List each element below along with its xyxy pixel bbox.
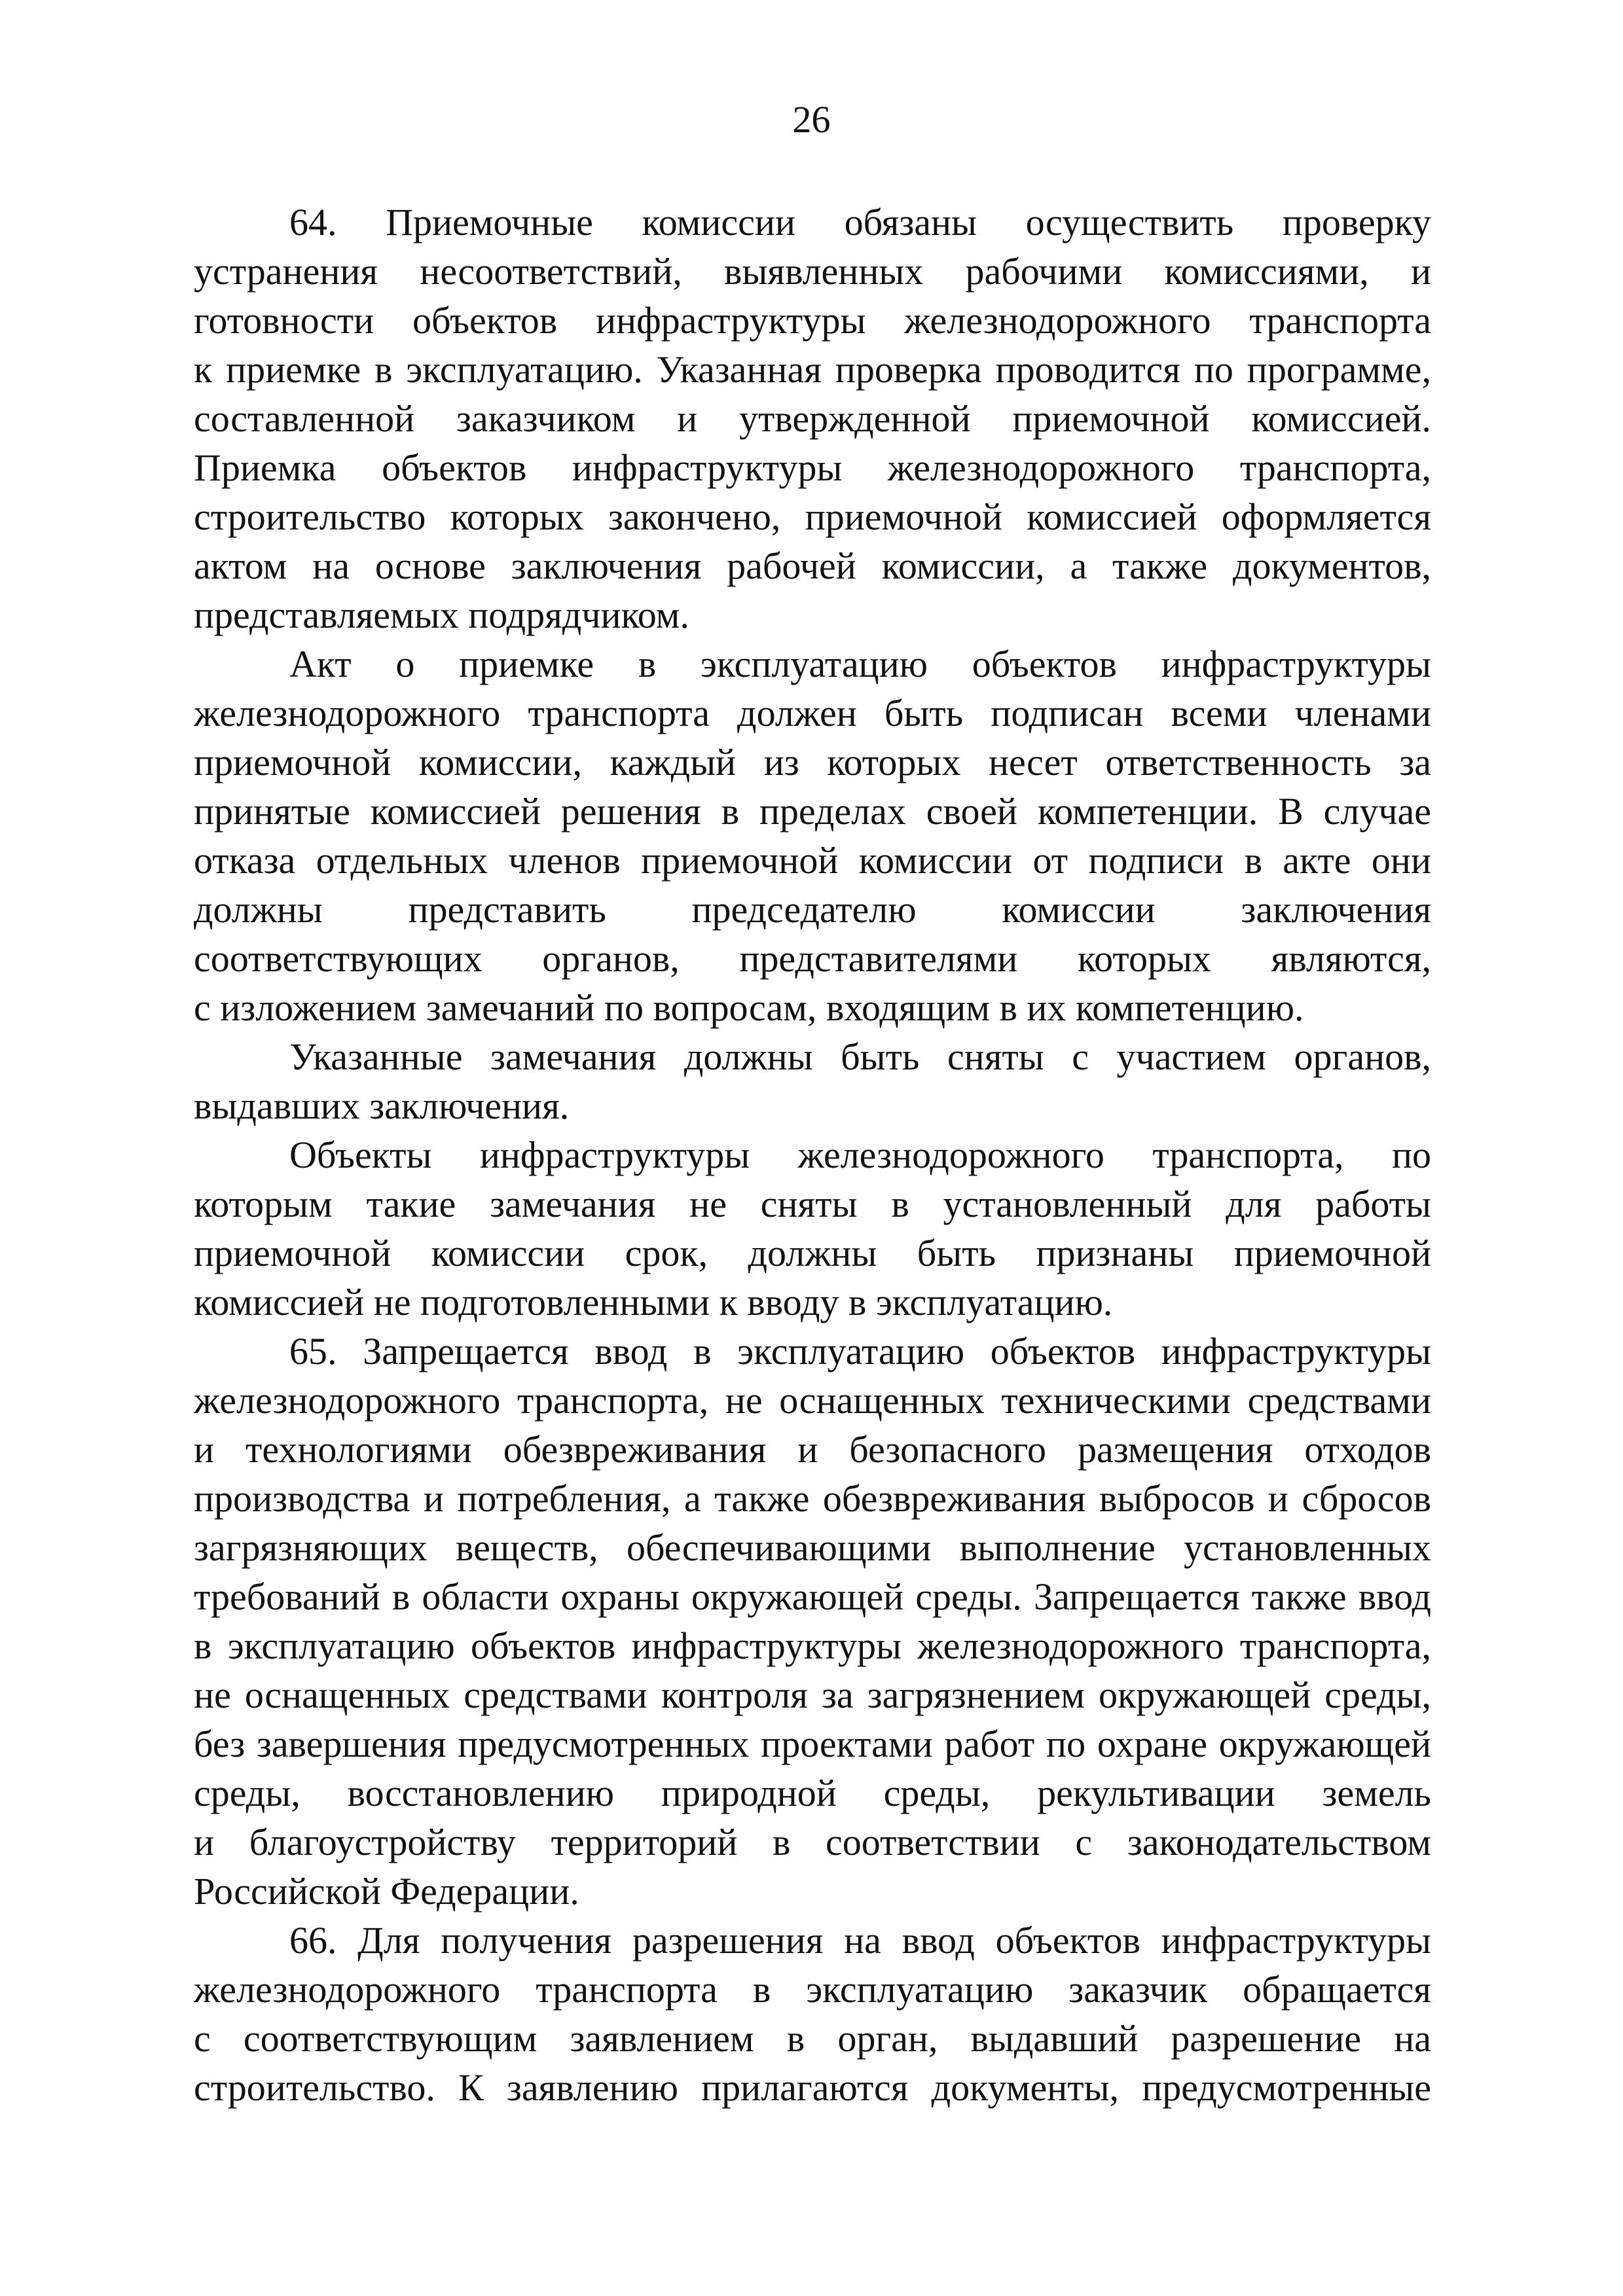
paragraph-65-line: Российской Федерации. xyxy=(194,1870,579,1912)
paragraph-65-line: и благоустройству территорий в соответствии с законодательством xyxy=(194,1821,1431,1863)
paragraph-act-line: принятые комиссией решения в пределах своей компетенции. В случае xyxy=(194,790,1431,833)
paragraph-64-line: строительство которых закончено, приемочной комиссией оформляется xyxy=(194,495,1431,538)
paragraph-act-line: приемочной комиссии, каждый из которых несет ответственность за xyxy=(194,741,1431,783)
paragraph-objects-line: Объекты инфраструктуры железнодорожного транспорта, по xyxy=(289,1134,1431,1176)
paragraph-66-line: 66. Для получения разрешения на ввод объектов инфраструктуры xyxy=(289,1919,1431,1962)
paragraph-act-line: с изложением замечаний по вопросам, входящим в их компетенцию. xyxy=(194,986,1304,1029)
paragraph-objects-line: приемочной комиссии срок, должны быть признаны приемочной xyxy=(194,1232,1431,1274)
paragraph-64-line: 64. Приемочные комиссии обязаны осуществить проверку xyxy=(289,201,1431,243)
paragraph-65-line: загрязняющих веществ, обеспечивающими выполнение установленных xyxy=(194,1526,1431,1569)
paragraph-objects-line: комиссией не подготовленными к вводу в эксплуатацию. xyxy=(194,1281,1113,1323)
paragraph-65-line: производства и потребления, а также обезвреживания выбросов и сбросов xyxy=(194,1477,1431,1520)
paragraph-65-line: среды, восстановлению природной среды, рекультивации земель xyxy=(194,1772,1431,1814)
paragraph-act-line: Акт о приемке в эксплуатацию объектов инфраструктуры xyxy=(289,643,1431,685)
paragraph-64-line: актом на основе заключения рабочей комиссии, а также документов, xyxy=(194,545,1431,587)
paragraph-65-line: без завершения предусмотренных проектами работ по охране окружающей xyxy=(194,1723,1431,1765)
paragraph-64-line: к приемке в эксплуатацию. Указанная проверка проводится по программе, xyxy=(194,348,1431,391)
paragraph-act-line: должны представить председателю комиссии заключения xyxy=(194,888,1431,931)
paragraph-act-line: отказа отдельных членов приемочной комиссии от подписи в акте они xyxy=(194,839,1431,882)
paragraph-remarks-line: выдавших заключения. xyxy=(194,1085,570,1127)
paragraph-66-line: строительство. К заявлению прилагаются документы, предусмотренные xyxy=(194,2066,1431,2109)
paragraph-65-line: железнодорожного транспорта, не оснащенных техническими средствами xyxy=(194,1379,1431,1422)
paragraph-64-line: готовности объектов инфраструктуры железнодорожного транспорта xyxy=(194,299,1431,342)
paragraph-act-line: соответствующих органов, представителями которых являются, xyxy=(194,937,1431,980)
paragraph-64-line: устранения несоответствий, выявленных рабочими комиссиями, и xyxy=(194,250,1431,293)
paragraph-65-line: 65. Запрещается ввод в эксплуатацию объектов инфраструктуры xyxy=(289,1330,1431,1372)
paragraph-act-line: железнодорожного транспорта должен быть подписан всеми членами xyxy=(194,692,1431,734)
paragraph-remarks-line: Указанные замечания должны быть сняты с участием органов, xyxy=(289,1035,1431,1078)
paragraph-66-line: железнодорожного транспорта в эксплуатацию заказчик обращается xyxy=(194,1968,1431,2011)
paragraph-64-line: составленной заказчиком и утвержденной приемочной комиссией. xyxy=(194,397,1431,440)
paragraph-66-line: с соответствующим заявлением в орган, выдавший разрешение на xyxy=(194,2017,1431,2060)
paragraph-64-line: представляемых подрядчиком. xyxy=(194,594,689,636)
paragraph-65-line: в эксплуатацию объектов инфраструктуры железнодорожного транспорта, xyxy=(194,1624,1431,1667)
paragraph-64-line: Приемка объектов инфраструктуры железнодорожного транспорта, xyxy=(194,446,1431,489)
paragraph-65-line: и технологиями обезвреживания и безопасного размещения отходов xyxy=(194,1428,1431,1471)
paragraph-objects-line: которым такие замечания не сняты в установленный для работы xyxy=(194,1183,1431,1225)
paragraph-65-line: требований в области охраны окружающей среды. Запрещается также ввод xyxy=(194,1575,1431,1618)
paragraph-65-line: не оснащенных средствами контроля за загрязнением окружающей среды, xyxy=(194,1674,1431,1716)
page-number: 26 xyxy=(792,98,831,141)
